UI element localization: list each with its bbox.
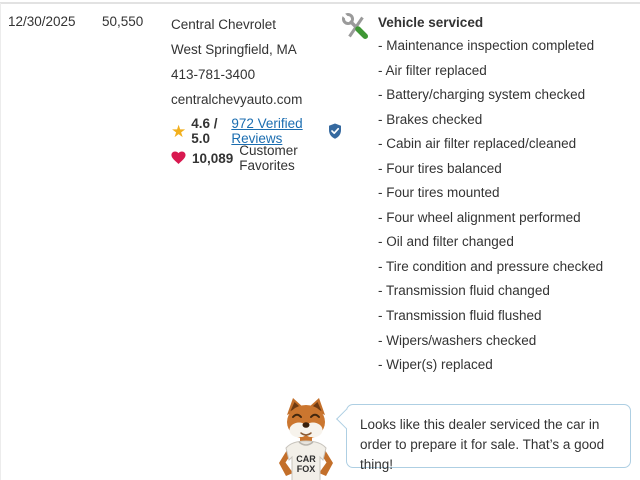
star-icon: ★ [171,121,187,141]
row-left-divider [0,3,1,480]
service-title: Vehicle serviced [378,15,484,30]
service-details-block [378,14,636,378]
carfox-shirt-text-line2: FOX [296,464,316,474]
service-item: - Tire condition and pressure checked [378,258,604,274]
verified-reviews-link[interactable]: 972 Verified Reviews [231,116,303,146]
service-item: - Transmission fluid changed [378,283,550,299]
service-item: - Brakes checked [378,111,483,127]
service-items-list [378,34,636,378]
carfox-speech-text: Looks like this dealer serviced the car in order to prepare it for sale. That’s a good thing! [360,417,605,472]
favorites-count: 10,089 [191,150,234,166]
dealer-location: West Springfield, MA [171,42,297,57]
heart-icon [171,150,186,166]
service-item: - Four tires mounted [378,185,500,201]
dealer-name: Central Chevrolet [171,17,277,32]
carfox-speech-bubble [346,404,631,472]
dealer-info-block [171,12,343,173]
service-item: - Battery/charging system checked [378,87,586,103]
service-item: - Maintenance inspection completed [378,38,595,53]
rating-value: 4.6 / 5.0 [191,116,218,146]
record-mileage: 50,550 [102,14,144,29]
service-item: - Oil and filter changed [378,234,514,250]
favorites-label: Customer Favorites [239,143,298,173]
service-item: - Wiper(s) replaced [378,357,493,373]
carfox-mascot [272,396,340,480]
service-item: - Four wheel alignment performed [378,209,581,225]
dealer-favorites-row [171,143,343,173]
tools-icon [341,12,371,42]
service-item: - Four tires balanced [378,160,502,176]
row-top-divider [0,2,640,4]
carfox-shirt-text-line1: CAR [296,454,316,464]
service-item: - Cabin air filter replaced/cleaned [378,136,577,152]
service-item: - Air filter replaced [378,62,487,78]
dealer-phone: 413-781-3400 [171,67,256,82]
verified-badge-icon [327,123,343,139]
dealer-website: centralchevyauto.com [171,92,303,107]
record-date: 12/30/2025 [8,14,76,29]
dealer-rating-row [171,116,343,146]
service-item: - Wipers/washers checked [378,332,537,348]
service-item: - Transmission fluid flushed [378,308,542,324]
